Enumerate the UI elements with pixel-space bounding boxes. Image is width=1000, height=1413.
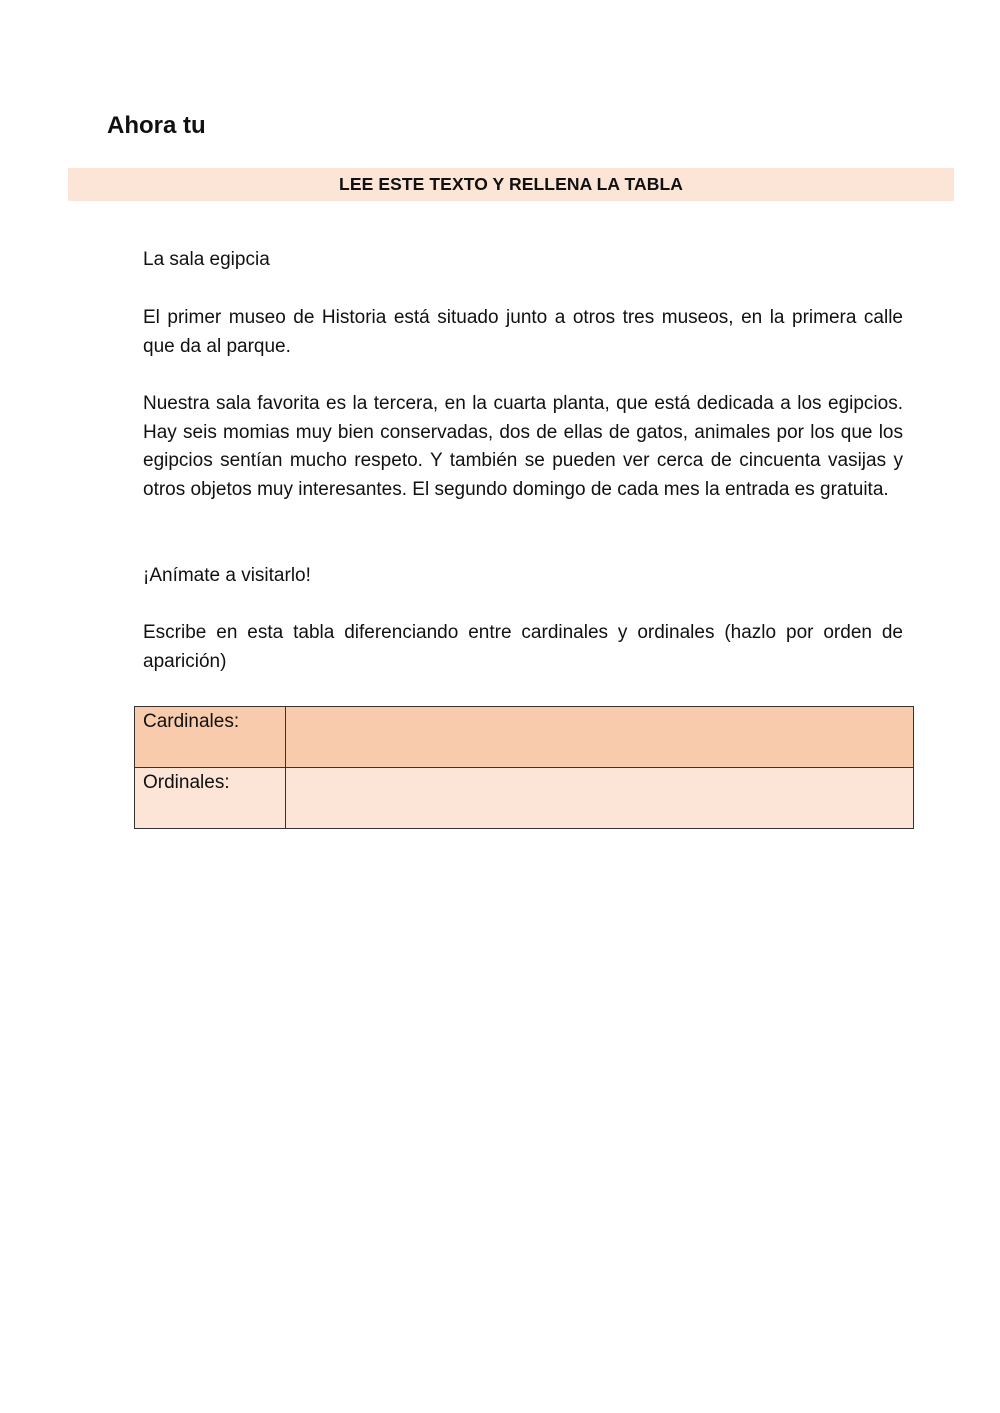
table-row-ordinales (135, 768, 914, 829)
reading-paragraph-1: El primer museo de Historia está situado junto a otros tres museos, en la primera calle que da al parque. (143, 307, 903, 357)
cardinales-label: Cardinales: (135, 707, 286, 768)
ordinales-answer-cell[interactable] (286, 768, 914, 829)
reading-closing: ¡Anímate a visitarlo! (143, 565, 311, 586)
reading-heading: La sala egipcia (143, 249, 270, 270)
reading-paragraph-2: Nuestra sala favorita es la tercera, en la cuarta planta, que está dedicada a los egipcios. Hay seis momias muy bien conservadas, dos de ellas de gatos, animales por los que los egipcios sentían mucho respeto. Y también se pueden ver cerca de cincuenta vasijas y otros objetos muy interesantes. El segundo domingo de cada mes la entrada es gratuita. (143, 393, 903, 501)
page-title: Ahora tu (107, 112, 206, 139)
ordinales-label: Ordinales: (135, 768, 286, 829)
table-row-cardinales (135, 707, 914, 768)
instruction-banner (68, 168, 954, 201)
cardinales-answer-cell[interactable] (286, 707, 914, 768)
banner-text: LEE ESTE TEXTO Y RELLENA LA TABLA (339, 174, 683, 194)
table-instruction: Escribe en esta tabla diferenciando entre cardinales y ordinales (hazlo por orden de aparición) (143, 622, 903, 672)
answer-table (134, 706, 914, 829)
